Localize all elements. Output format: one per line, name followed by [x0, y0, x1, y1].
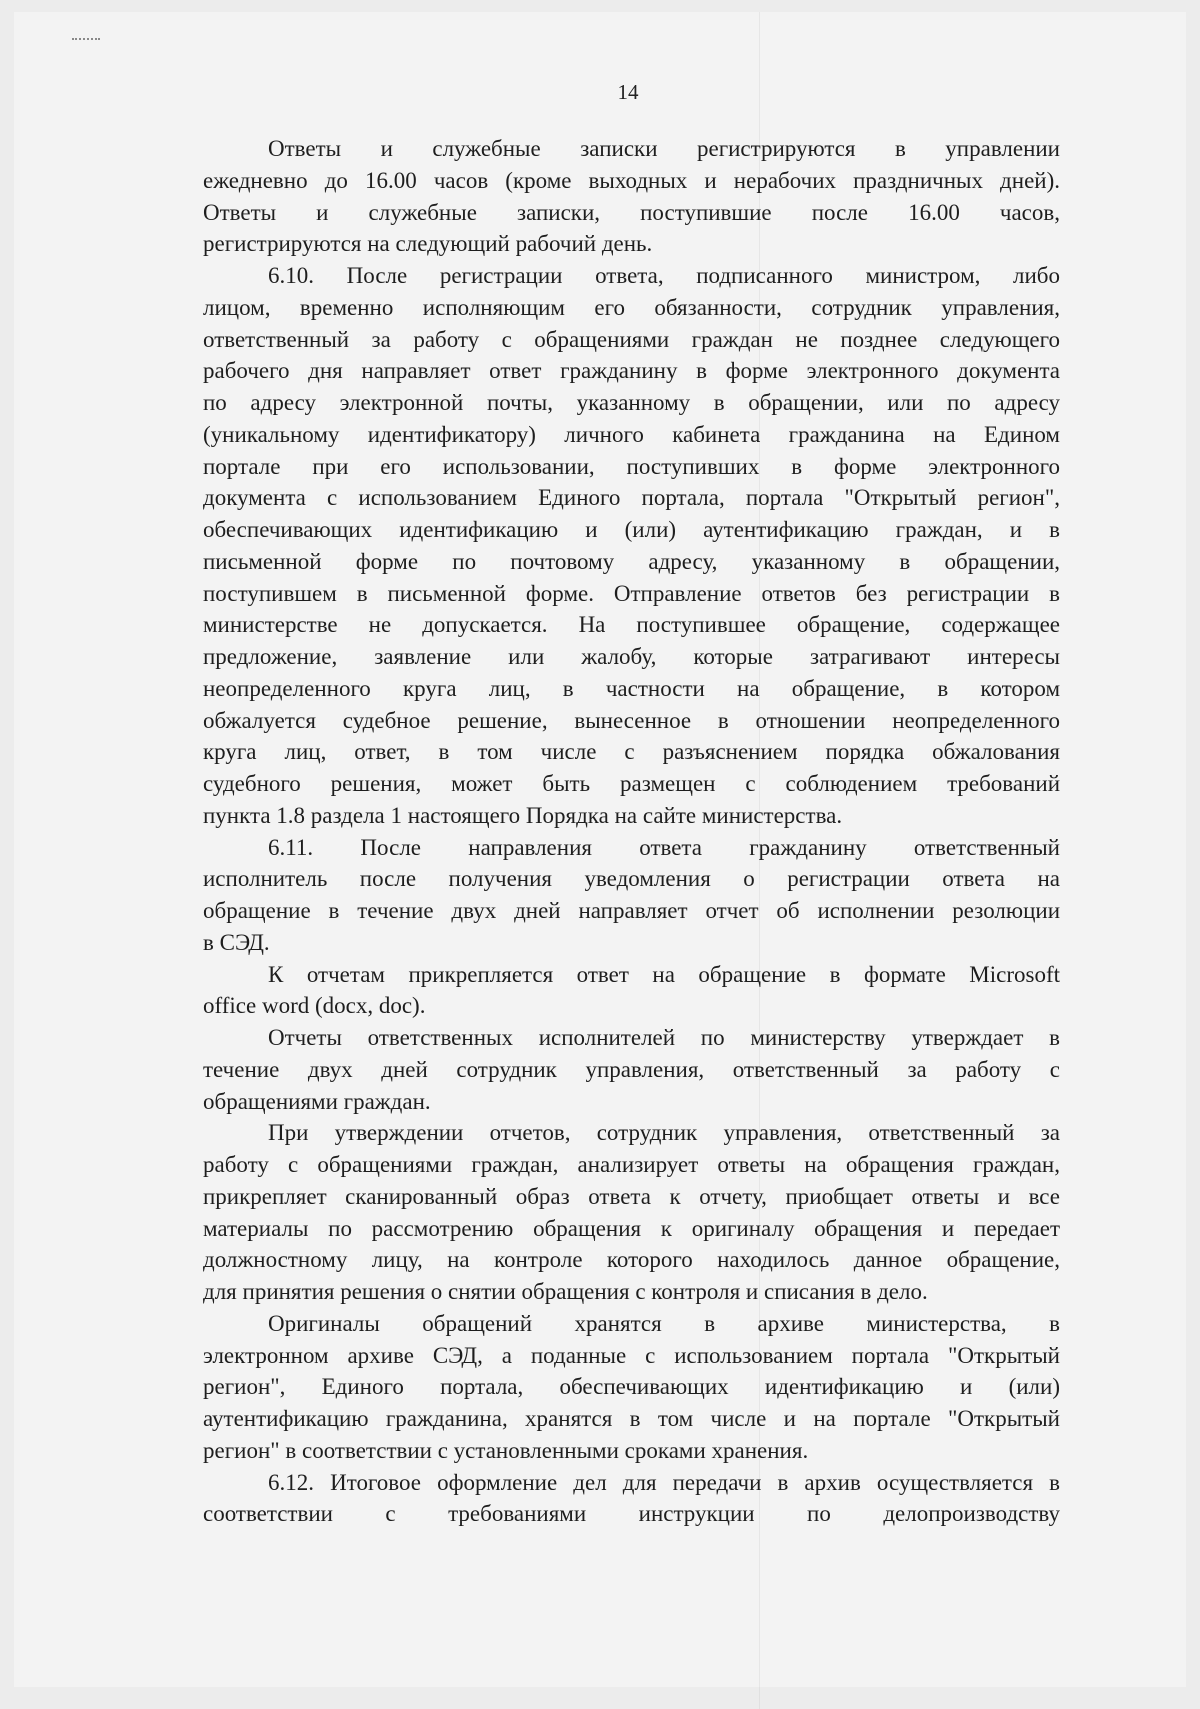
paragraph: [203, 1308, 1060, 1467]
paragraph: [203, 959, 1060, 1023]
text-line: работу с обращениями граждан, анализирует ответы на обращения граждан,: [203, 1152, 1060, 1177]
text-line: документа с использованием Единого портала, портала "Открытый регион",: [203, 485, 1060, 511]
text-line: письменной форме по почтовому адресу, указанному в обращении,: [203, 548, 1060, 574]
text-line: Отчеты ответственных исполнителей по министерству утверждает в: [268, 1025, 1060, 1050]
text-line: К отчетам прикрепляется ответ на обращение в формате Microsoft: [268, 961, 1060, 987]
text-line: обеспечивающих идентификацию и (или) аутентификацию граждан, и в: [203, 517, 1060, 542]
scan-mark: [72, 38, 100, 44]
text-line: ответственный за работу с обращениями граждан не позднее следующего: [203, 326, 1060, 352]
text-line: течение двух дней сотрудник управления, ответственный за работу с: [203, 1056, 1060, 1082]
text-line: прикрепляет сканированный образ ответа к отчету, приобщает ответы и все: [203, 1183, 1060, 1209]
text-line: 6.11. После направления ответа гражданину ответственный: [268, 834, 1060, 860]
paragraph: [203, 832, 1060, 959]
text-line: (уникальному идентификатору) личного кабинета гражданина на Едином: [203, 421, 1060, 447]
text-line: поступившем в письменной форме. Отправление ответов без регистрации в: [203, 580, 1060, 606]
paragraph: [203, 1117, 1060, 1308]
text-line: в СЭД.: [203, 929, 270, 955]
text-line: соответствии с требованиями инструкции по делопроизводству: [203, 1501, 1060, 1527]
text-line: Ответы и служебные записки регистрируются в управлении: [268, 136, 1060, 161]
text-line: должностному лицу, на контроле которого находилось данное обращение,: [203, 1247, 1060, 1273]
text-line: регистрируются на следующий рабочий день.: [203, 231, 653, 257]
text-line: пункта 1.8 раздела 1 настоящего Порядка на сайте министерства.: [203, 802, 843, 828]
text-line: обращениями граждан.: [203, 1088, 431, 1114]
text-line: предложение, заявление или жалобу, которые затрагивают интересы: [203, 644, 1060, 669]
text-line: 6.12. Итоговое оформление дел для передачи в архив осуществляется в: [268, 1469, 1060, 1495]
text-line: обращение в течение двух дней направляет отчет об исполнении резолюции: [203, 898, 1060, 923]
text-line: При утверждении отчетов, сотрудник управления, ответственный за: [268, 1120, 1060, 1146]
text-line: министерстве не допускается. На поступившее обращение, содержащее: [203, 612, 1060, 638]
text-line: круга лиц, ответ, в том числе с разъяснением порядка обжалования: [203, 739, 1060, 765]
paragraph: [203, 1022, 1060, 1117]
paragraph: [203, 133, 1060, 260]
text-line: портале при его использовании, поступивших в форме электронного: [203, 453, 1060, 479]
paragraph: [203, 260, 1060, 832]
text-line: обжалуется судебное решение, вынесенное в отношении неопределенного: [203, 707, 1060, 733]
text-line: Оригиналы обращений хранятся в архиве министерства, в: [268, 1310, 1060, 1336]
text-line: регион", Единого портала, обеспечивающих идентификацию и (или): [203, 1374, 1060, 1400]
page-number: 14: [617, 80, 639, 104]
text-line: Ответы и служебные записки, поступившие после 16.00 часов,: [203, 199, 1060, 225]
document-body: [203, 133, 1060, 1530]
text-line: по адресу электронной почты, указанному в обращении, или по адресу: [203, 390, 1060, 415]
text-line: неопределенного круга лиц, в частности на обращение, в котором: [203, 675, 1060, 701]
text-line: исполнитель после получения уведомления о регистрации ответа на: [203, 866, 1060, 892]
text-line: электронном архиве СЭД, а поданные с использованием портала "Открытый: [203, 1342, 1060, 1368]
text-line: материалы по рассмотрению обращения к оригиналу обращения и передает: [203, 1215, 1060, 1241]
text-line: ежедневно до 16.00 часов (кроме выходных и нерабочих праздничных дней).: [203, 167, 1060, 193]
text-line: 6.10. После регистрации ответа, подписанного министром, либо: [268, 263, 1060, 288]
text-line: судебного решения, может быть размещен с соблюдением требований: [203, 771, 1060, 796]
paragraph: [203, 1467, 1060, 1531]
text-line: рабочего дня направляет ответ гражданину в форме электронного документа: [203, 358, 1060, 384]
text-line: лицом, временно исполняющим его обязанности, сотрудник управления,: [203, 294, 1060, 320]
text-line: регион" в соответствии с установленными сроками хранения.: [203, 1437, 809, 1463]
text-line: для принятия решения о снятии обращения с контроля и списания в дело.: [203, 1279, 928, 1304]
text-line: аутентификацию гражданина, хранятся в том числе и на портале "Открытый: [203, 1406, 1060, 1431]
text-line: office word (docx, doc).: [203, 993, 426, 1019]
